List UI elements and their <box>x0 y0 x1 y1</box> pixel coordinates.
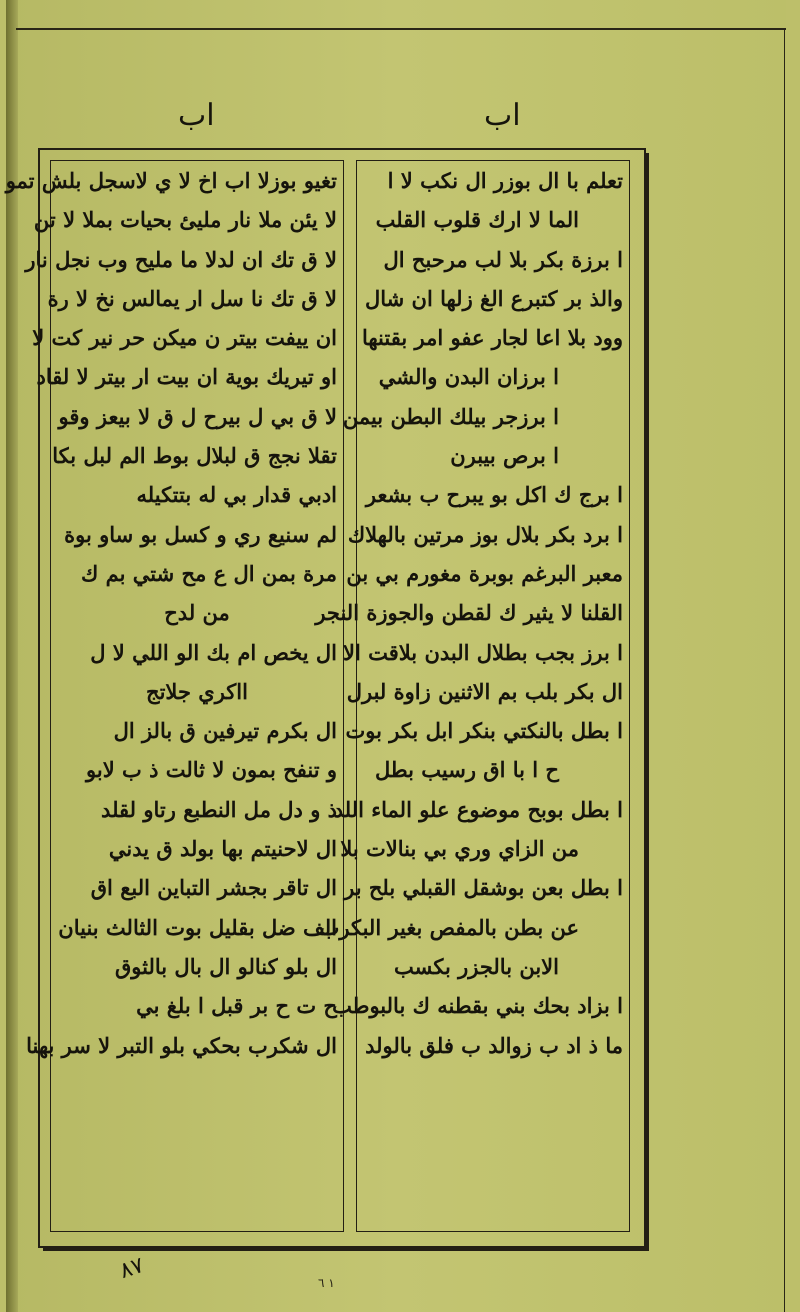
column-header-right: اب <box>484 98 521 133</box>
text-line: ا برزجر بيلك البطن بيمن <box>342 403 559 429</box>
text-line: الابن بالجزر بكسب <box>394 953 559 979</box>
text-line: ا برج ك اكل بو يبرح ب بشعر <box>365 482 623 508</box>
text-line: ح ت ح بر قبل ا بلغ بي <box>136 993 337 1019</box>
text-line: معبر البرغم بوبرة مغورم بي بن <box>346 560 623 586</box>
text-line: ا بطل بالنكتي بنكر ابل بكر بوت <box>345 718 623 744</box>
text-line: و تنفح بمون لا ثالت ذ ب لابو <box>86 757 337 783</box>
text-line: ذ و دل مل النطبع رتاو لقلد <box>101 796 337 822</box>
text-line: الما لا ارك قلوب القلب <box>375 207 579 233</box>
text-line: ا برزان البدن والشي <box>378 364 559 390</box>
text-line: لا ق بي ل بيرح ل ق لا بيعز وقو <box>58 403 337 429</box>
text-line: الف ضل بقليل بوت الثالث بنيان <box>58 914 337 940</box>
text-line: ال بكرم تيرفين ق بالز ال <box>113 718 337 744</box>
text-line: ا برد بكر بلال بوز مرتين بالهلاك <box>347 521 623 547</box>
text-frame <box>5 148 646 1248</box>
text-line: ا بطل بوبح موضوع علو الماء اللد <box>333 796 623 822</box>
text-line: تغيو بوزلا اب اخ لا ي لاسجل بلش تمو <box>5 168 337 193</box>
text-line: ا برزة بكر بلا لب مرحبح ال <box>383 246 623 272</box>
text-line: تعلم با ال بوزر ال نكب لا ا <box>387 168 623 193</box>
text-line: من الزاي وري بي بنالات بلا <box>340 836 579 862</box>
text-line: ما ذ اد ب زوالد ب فلق بالولد <box>365 1032 623 1058</box>
text-line: وود بلا اعا لجار عفو امر بقتنها <box>361 325 623 351</box>
column-header-left: اب <box>178 98 215 133</box>
text-line: ا برز بجب بطلال البدن بلاقت الا <box>342 639 623 665</box>
text-line: او تيريك بوية ان بيت ار بيتر لا لقاد <box>36 364 337 390</box>
text-line: ان ييفت بيتر ن ميكن حر نير كت لا <box>32 325 337 351</box>
text-line: والذ بر كتبرع الغ زلها ان شال <box>364 285 623 311</box>
text-line: ال لاحنيتم بها بولد ق يدني <box>108 836 337 862</box>
text-line: ا بزاد بحك بني بقطنه ك بالبوطب <box>332 993 623 1019</box>
text-line: ال تاقر بجشر التباين البع اق <box>90 875 337 901</box>
text-line: ح ا با اق رسيب بطل <box>375 757 559 783</box>
text-line: لا يئن ملا نار مليئ بحيات بملا لا تن <box>33 207 337 233</box>
text-line: تقلا نجج ق لبلال بوط الم لبل بكا <box>52 443 337 469</box>
text-line: ال بكر بلب بم الاثنين زاوة لبرل <box>346 678 623 704</box>
folio-note: ٨٧ <box>116 1252 147 1285</box>
text-line: عن بطن بالمفص بغير البكرب <box>319 914 579 940</box>
text-line: ااكري جلاتج <box>146 678 248 704</box>
text-column-right <box>315 160 630 1232</box>
text-line: ادبي قدار بي له بتتكيله <box>136 482 337 508</box>
text-line: ا بطل بعن بوشقل القبلي بلح بر <box>344 875 623 901</box>
text-line: ا برص بيبرن <box>450 443 559 469</box>
text-line: لم سنيع ري و كسل بو ساو بوة <box>64 521 337 547</box>
text-line: القلنا لا يثير ك لقطن والجوزة النجر <box>315 600 623 626</box>
right-border-line <box>784 30 785 1312</box>
text-line: مرة بمن ال ع مح شتي بم ك <box>81 560 337 586</box>
text-column-left <box>5 160 344 1232</box>
text-line: لا ق تك ان لدلا ما مليح وب نجل نار <box>25 246 337 272</box>
text-line: ال شكرب بحكي بلو التبر لا سر بهنا <box>26 1032 337 1058</box>
margin-mark: ١ ٦ <box>318 1276 335 1290</box>
text-line: من لدح <box>164 600 230 626</box>
text-line: لا ق تك نا سل ار يمالس نخ لا رة <box>47 285 337 311</box>
top-border-line <box>16 28 786 30</box>
text-line: ال يخص ام بك الو اللي لا ل <box>90 639 337 665</box>
text-line: ال بلو كنالو ال بال بالثوق <box>115 953 337 979</box>
